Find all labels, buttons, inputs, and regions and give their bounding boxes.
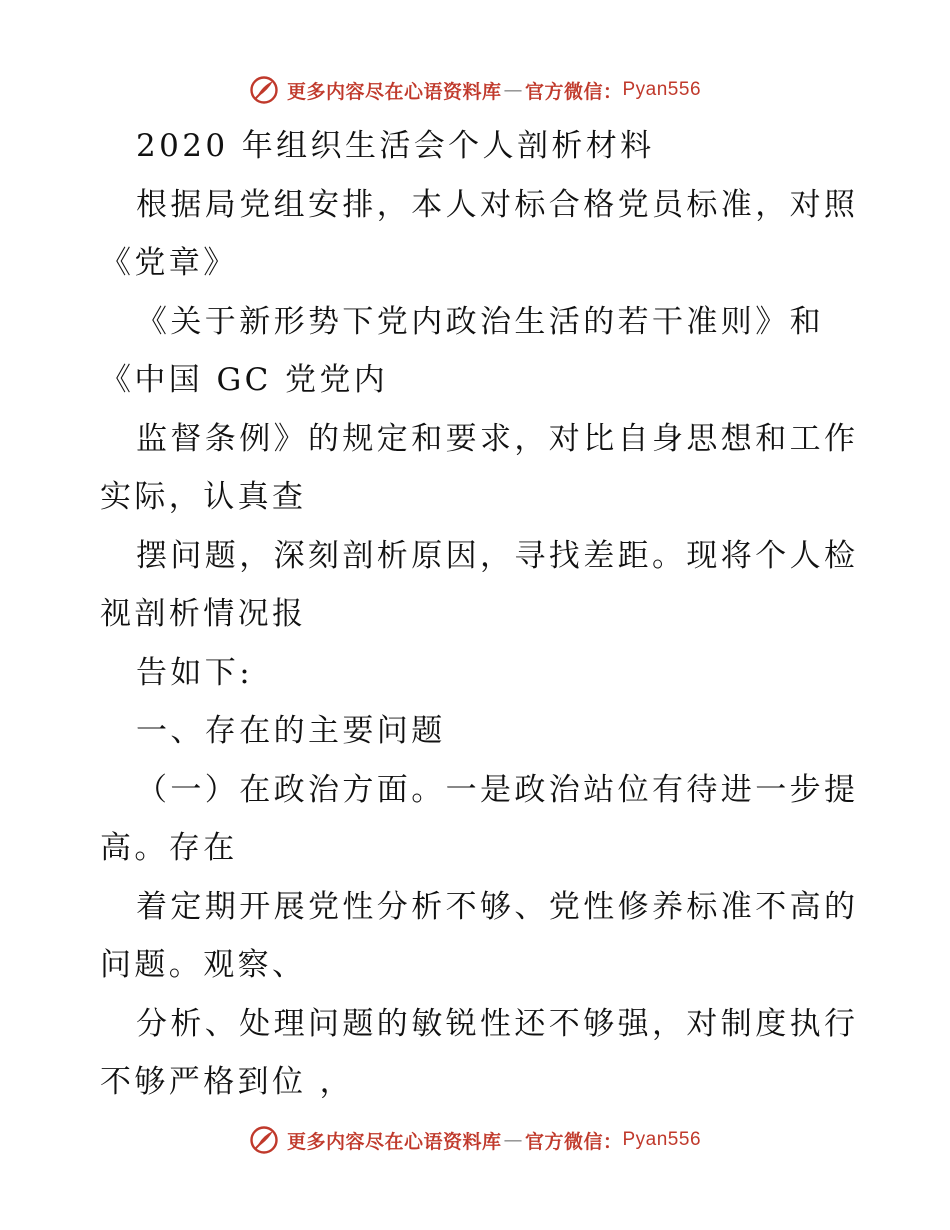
paragraph-line: 着定期开展党性分析不够、党性修养标准不高的: [136, 888, 859, 925]
paragraph-line: 高。存在: [100, 830, 238, 866]
header-separator: —: [503, 79, 523, 101]
paragraph-line: 视剖析情况报: [100, 596, 307, 632]
header-wechat-label: 官方微信：: [524, 80, 623, 103]
footer-banner: [0, 1120, 950, 1160]
document-title: 2020 年组织生活会个人剖析材料: [136, 128, 655, 164]
paragraph-line: 不够严格到位 ，: [100, 1064, 355, 1100]
quill-logo-icon: [249, 75, 279, 105]
paragraph-line: 分析、处理问题的敏锐性还不够强，对制度执行: [136, 1005, 859, 1042]
document-body: [100, 117, 860, 1112]
header-brand-text: 更多内容尽在心语资料库: [286, 80, 502, 103]
section-heading: 一、存在的主要问题: [136, 713, 446, 749]
paragraph-line: 根据局党组安排，本人对标合格党员标准，对照: [136, 186, 859, 223]
footer-brand-text: 更多内容尽在心语资料库: [286, 1130, 502, 1153]
paragraph-line: 摆问题，深刻剖析原因，寻找差距。现将个人检: [136, 537, 859, 574]
paragraph-line: 实际，认真查: [100, 479, 307, 515]
paragraph-line: 《中国 GC 党党内: [100, 362, 389, 398]
paragraph-line: 《党章》: [100, 245, 238, 281]
paragraph-line: 问题。观察、: [100, 947, 307, 983]
footer-separator: —: [503, 1129, 523, 1151]
header-wechat-id: Pyan556: [622, 79, 702, 100]
quill-logo-icon: [249, 1125, 279, 1155]
footer-wechat-id: Pyan556: [622, 1129, 702, 1150]
paragraph-line: 告如下:: [136, 654, 254, 691]
paragraph-line: （一）在政治方面。一是政治站位有待进一步提: [136, 771, 859, 808]
header-banner: [0, 70, 950, 110]
footer-wechat-label: 官方微信：: [524, 1130, 623, 1153]
paragraph-line: 《关于新形势下党内政治生活的若干准则》和: [136, 303, 824, 340]
paragraph-line: 监督条例》的规定和要求，对比自身思想和工作: [136, 420, 859, 457]
